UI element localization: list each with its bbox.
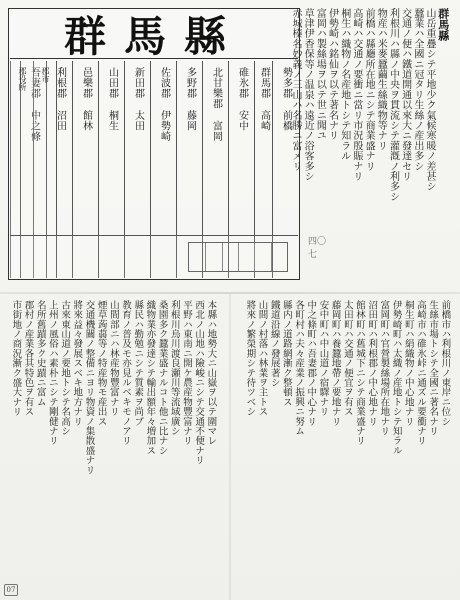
text-column-content: 桑園多ク蠶業盛ナルコト他ニ比ナシ [156, 300, 168, 456]
table-column-text: 利根郡 沼田 [54, 67, 66, 131]
text-column-content: 各町村ハ夫々産業ノ振興ニ努ム [293, 300, 305, 436]
text-column-content: 伊勢崎ハ銘仙ヲ以テ著名ナリ [326, 8, 338, 141]
text-column-content: 高崎ハ交通ノ要衝ニ當リ市況殷賑ナリ [350, 8, 362, 182]
table-column-text: 多野郡 藤岡 [184, 67, 196, 131]
table-column-text: 邑樂郡 館林 [80, 67, 92, 131]
table-column-text: 碓氷郡 安中 [236, 67, 248, 131]
text-column [342, 300, 353, 590]
text-column-content: 富岡ハ製絲場ヲ以テ世ニ聞ユ [314, 8, 326, 141]
text-column [47, 300, 58, 590]
text-column [402, 300, 413, 590]
top-right-heading-wrap [434, 8, 452, 60]
text-column [168, 300, 179, 590]
text-column-content: 蠶業ハ全國ニ冠タリ生絲ノ産出多シ [411, 8, 423, 172]
text-column [156, 300, 167, 590]
text-column-content: 古來東山道ノ要地トシテ名高シ [59, 300, 71, 436]
text-column-content: 館林町ハ舊城下ニシテ商業盛ナリ [354, 300, 366, 446]
text-column-content: 山岳重疊シテ平地少ク氣候寒暖ノ差甚シ [424, 8, 435, 192]
text-column-content: 沼田町ハ利根郡ノ中心地ナリ [366, 300, 378, 427]
text-column-content: 赤城榛名妙義ノ三山ハ名勝ニ富メリ [289, 8, 301, 172]
text-column [181, 300, 192, 590]
corner-mark: 07 [4, 584, 18, 596]
text-column [293, 300, 304, 590]
bottom-right-panel [244, 300, 450, 590]
text-column [22, 300, 33, 590]
text-column-content: 利根川ハ縣ノ中央ヲ貫流シテ灌漑ノ利多シ [387, 8, 399, 202]
text-column-content: 藤岡町ハ養蠶地帶ノ要地ナリ [329, 300, 341, 427]
text-column-content: 本縣ハ地勢大ニ山嶽ヲ以テ圍マレ [205, 300, 217, 446]
mini-table-cell [254, 243, 270, 271]
text-column [120, 300, 131, 590]
text-column-content: 伊勢崎町ハ太織ノ産地トシテ知ラル [390, 300, 402, 456]
text-column [305, 300, 316, 590]
mini-table-cell [238, 243, 254, 271]
text-column [59, 300, 70, 590]
text-column-content: 草津伊香保等ノ温泉ハ遠近ノ浴客多シ [302, 8, 314, 182]
text-column [268, 300, 279, 590]
text-column [424, 8, 434, 282]
text-column [83, 300, 94, 590]
mini-table [188, 242, 288, 272]
text-column-content: 安中町ハ中山道ノ宿驛ナリ [317, 300, 329, 417]
text-column [399, 8, 409, 282]
text-column-content: 交通機關ノ整備ニヨリ物資ノ集散盛ナリ [83, 300, 95, 475]
table-column-text: 佐波郡 伊勢崎 [158, 67, 170, 142]
text-column [378, 300, 389, 590]
text-column-content: 前橋市ハ利根川ノ東岸ニ位シ [439, 300, 451, 427]
text-column-content: 中之條町ハ吾妻郡ノ中心ナリ [305, 300, 317, 427]
text-column [317, 300, 328, 590]
text-column [351, 8, 361, 282]
text-column-content: 桐生ハ織物ノ名産地トシテ知ラル [338, 8, 350, 161]
text-column [244, 300, 255, 590]
text-column-content: 山間ノ村落ハ林業ヲ主トス [256, 300, 268, 417]
bottom-left-panel [10, 300, 216, 590]
text-column [354, 300, 365, 590]
text-column [387, 8, 397, 282]
text-column-content: 鐵道沿線ノ發展著シ [268, 300, 280, 388]
text-column-content: 名所舊蹟多ク史蹟ニ富ム [34, 300, 46, 407]
text-column-content: 物産ハ米麥蠶繭生絲織物等ナリ [375, 8, 387, 151]
table-column-text: 吾妻郡 中之條 [28, 67, 40, 142]
text-column [34, 300, 45, 590]
text-column [205, 300, 216, 590]
text-column-content: 生絲市場トシテ全國ニ著名ナリ [427, 300, 439, 436]
gunma-title: 群馬縣 [10, 10, 298, 59]
text-column-content: 縣民ハ勤勉ニシテ質素ヲ尚ブ [132, 300, 144, 427]
text-column [144, 300, 155, 590]
text-column [193, 300, 204, 590]
text-column-content: 教育ノ普及モ亦見ルベキモノアリ [120, 300, 132, 446]
gunma-table [8, 8, 300, 280]
text-column-content: 上州ノ風俗ハ素朴ニシテ剛健ナリ [46, 300, 58, 446]
text-column-content: 高崎市ハ碓氷峠ニ通ズル要衝ナリ [414, 300, 426, 446]
text-column-content: 將來ノ繁榮期シテ待ツベシ [244, 300, 256, 417]
table-column-text: 新田郡 太田 [132, 67, 144, 131]
text-column [415, 300, 426, 590]
table-column-text: 群馬郡 高崎 [258, 67, 270, 131]
text-column-content: 縣内ノ道路網漸ク整頓ス [280, 300, 292, 407]
text-column [439, 300, 450, 590]
mini-table-cell [189, 243, 205, 271]
text-column-content: 交通ノ便ハ鐵道開通以來大ニ發達セリ [399, 8, 411, 182]
text-column-content: 山間部ニハ林産物豐富ナリ [107, 300, 119, 417]
text-column-content: 利根川烏川渡良瀬川等流域廣シ [168, 300, 180, 436]
text-column-content: 太田町ハ交通ノ便宜ヲ有ス [341, 300, 353, 417]
text-column [132, 300, 143, 590]
text-column [375, 8, 385, 282]
table-side-label: 郡役所 [18, 67, 27, 91]
text-column-content: 煙草蒟蒻等ノ特産物モ産出ス [95, 300, 107, 427]
text-column [427, 300, 438, 590]
page-number: 四〇七 [308, 237, 327, 260]
text-column [95, 300, 106, 590]
text-column-content: 市街地ノ商況漸ク盛大ナリ [10, 300, 22, 417]
table-column-text: 勢多郡 前橋 [280, 67, 292, 131]
table-side-label: 郡市 [41, 67, 50, 83]
text-column [363, 8, 373, 282]
table-bottom-strip [10, 235, 298, 278]
text-column [10, 300, 21, 590]
table-column-text: 山田郡 桐生 [106, 67, 118, 131]
bottom-text-area [10, 300, 450, 590]
mini-table-cell [205, 243, 221, 271]
text-column [366, 300, 377, 590]
text-column [290, 8, 300, 282]
text-column-content: 富岡町ハ官營製絲場所在地ナリ [378, 300, 390, 436]
mini-table-cell [222, 243, 238, 271]
text-column-content: 織物業亦發達シテ輸出額年々増加ス [144, 300, 156, 456]
text-column-content: 桐生町ハ絹織物ノ中心地ナリ [402, 300, 414, 427]
text-column-content: 前橋ハ縣廳所在地ニシテ商業盛ナリ [363, 8, 375, 172]
text-column [329, 300, 340, 590]
text-column-content: 郡村ノ産業各其特色ヲ有ス [22, 300, 34, 417]
text-column [281, 300, 292, 590]
text-column-content: 平野ハ東南ニ開ケ農産物豐富ナリ [180, 300, 192, 446]
text-column [256, 300, 267, 590]
top-right-heading: 群馬縣 [436, 8, 450, 41]
text-column [412, 8, 422, 282]
text-column [390, 300, 401, 590]
text-column-content: 將來益々發展スベキ地方ナリ [71, 300, 83, 427]
text-column-content: 西北ノ山地ハ險峻ニシテ交通不便ナリ [193, 300, 205, 465]
text-column [108, 300, 119, 590]
text-column [71, 300, 82, 590]
text-column [339, 8, 349, 282]
table-column-text: 北甘樂郡 富岡 [210, 67, 222, 142]
mini-table-cell [271, 243, 287, 271]
